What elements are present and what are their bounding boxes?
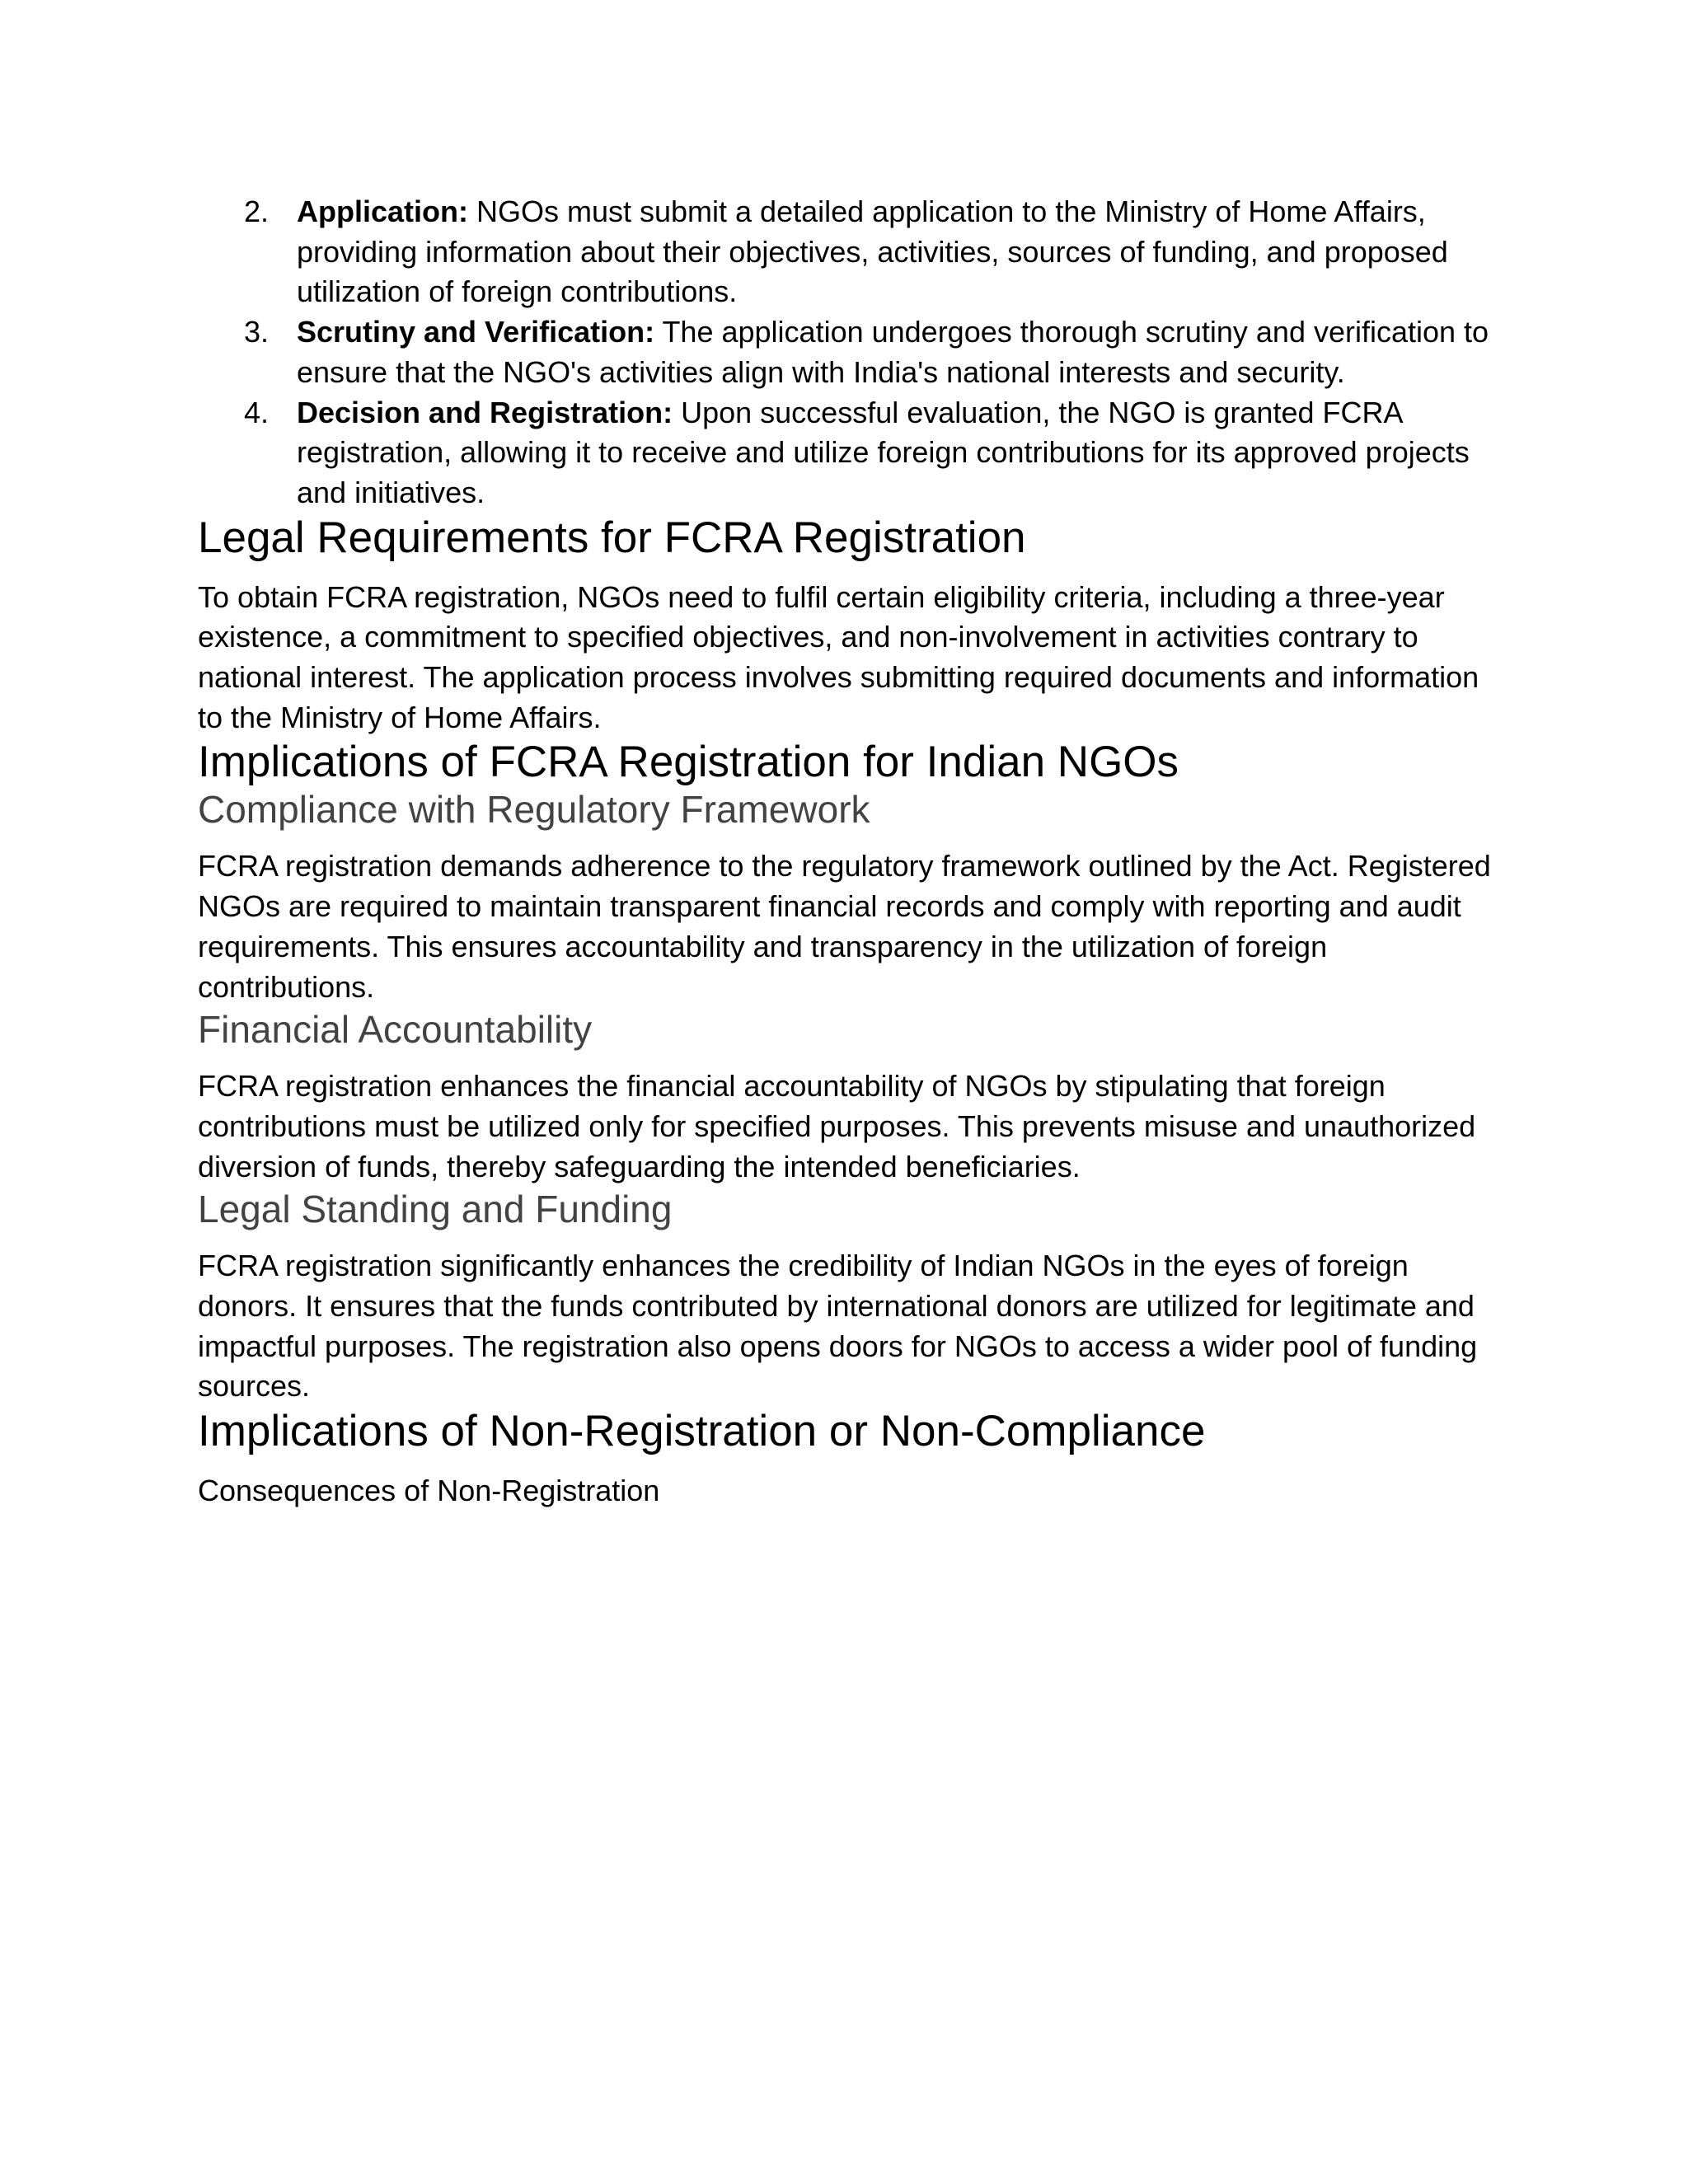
list-item-title: Scrutiny and Verification:	[297, 315, 655, 349]
list-item-title: Decision and Registration:	[297, 395, 673, 429]
list-item	[198, 393, 1492, 513]
list-item-text: The application undergoes thorough scrutiny and verification to ensure that the NGO's activities align with India's national interests and security.	[297, 315, 1489, 389]
legal-requirements-heading: Legal Requirements for FCRA Registration	[198, 513, 1026, 562]
non-registration-paragraph: Consequences of Non-Registration	[198, 1474, 660, 1508]
financial-accountability-paragraph: FCRA registration enhances the financial accountability of NGOs by stipulating that foreign contributions must be utilized only for specified purposes. This prevents misuse and unauthorized diversion of funds, thereby safeguarding the intended beneficiaries.	[198, 1069, 1476, 1183]
list-item-number: 2.	[244, 194, 270, 228]
list-item	[198, 192, 1492, 312]
financial-accountability-subheading: Financial Accountability	[198, 1008, 593, 1052]
list-item-title: Application:	[297, 194, 468, 228]
legal-standing-subheading: Legal Standing and Funding	[198, 1188, 673, 1231]
implications-heading: Implications of FCRA Registration for Indian NGOs	[198, 738, 1179, 787]
compliance-subheading: Compliance with Regulatory Framework	[198, 788, 870, 832]
list-item-number: 4.	[244, 395, 270, 429]
legal-requirements-paragraph: To obtain FCRA registration, NGOs need to fulfil certain eligibility criteria, including a three-year existence, a commitment to specified objectives, and non-involvement in activities contrary to national interest. The application process involves submitting required documents and information to the Ministry of Home Affairs.	[198, 579, 1479, 734]
non-registration-heading: Implications of Non-Registration or Non-Compliance	[198, 1407, 1206, 1456]
document-content	[198, 192, 1492, 1511]
list-item-text: Upon successful evaluation, the NGO is granted FCRA registration, allowing it to receive and utilize foreign contributions for its approved projects and initiatives.	[297, 395, 1470, 509]
list-item-text: NGOs must submit a detailed application to the Ministry of Home Affairs, providing information about their objectives, activities, sources of funding, and proposed utilization of foreign contributions.	[297, 194, 1448, 309]
compliance-paragraph: FCRA registration demands adherence to the regulatory framework outlined by the Act. Registered NGOs are required to maintain transparent financial records and comply with reporting and audit requirements. This ensures accountability and transparency in the utilization of foreign contributions.	[198, 849, 1491, 1004]
list-item-number: 3.	[244, 315, 270, 349]
registration-steps-list	[198, 192, 1492, 513]
list-item	[198, 312, 1492, 392]
legal-standing-paragraph: FCRA registration significantly enhances the credibility of Indian NGOs in the eyes of foreign donors. It ensures that the funds contributed by international donors are utilized for legitimate and impactful purposes. The registration also opens doors for NGOs to access a wider pool of funding sources.	[198, 1249, 1478, 1404]
